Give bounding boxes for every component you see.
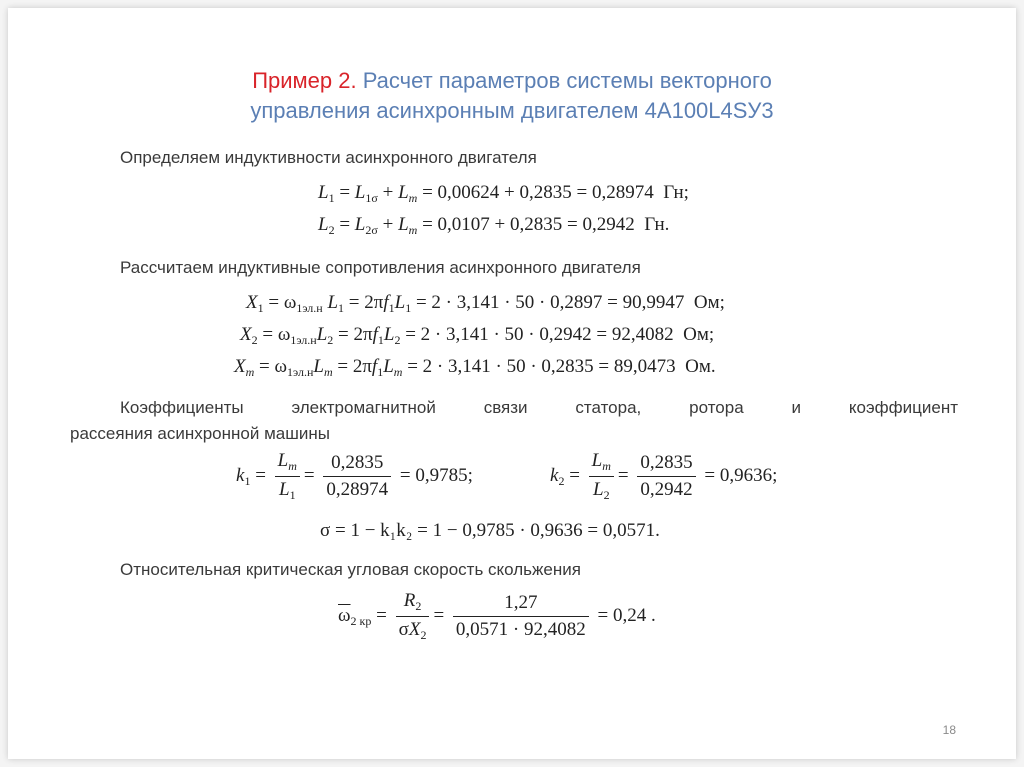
title-text-1: Расчет параметров системы векторного [356,68,772,93]
equation-Xm-values: = 2 · 3,141 · 50 · 0,2835 = 89,0473 [407,356,676,377]
equation-k1: $k_1$ = $\frac{L_m}{L_1}$ = $\frac{0,2835}{0,28974}$ = 0,9785; [236,450,473,502]
equation-L2: $L_2 = L_{2\sigma} + L_m = 0,0107 + 0,2835 = 0,2942$ Гн. [318,214,670,237]
equation-L1-unit: Гн; [663,182,689,203]
omega-fraction-symbolic: $\frac{R_2}{\sigma X_2}$ [396,590,430,643]
equation-sigma: σ = 1 − k₁k₂ = 1 − 0,9785 · 0,9636 = 0,0571. [320,520,660,541]
k2-denominator: 0,2942 [640,479,693,500]
k2-fraction-values [637,452,695,501]
slide-title-line2: управления асинхронным двигателем 4А100L4SУ3 [250,98,774,123]
equation-L2-values: = 0,0107 + 0,2835 = 0,2942 [422,214,635,235]
heading-coefficients-line2: рассеяния асинхронной машины [70,424,330,443]
k1-fraction-symbolic: $\frac{L_m}{L_1}$ [275,450,300,503]
omega-numerator: 1,27 [453,592,589,617]
slide [8,8,1016,759]
page-number: 18 [942,723,956,737]
equation-X2: $X_2 = \omega_{1эл.н}L_2 = 2\pi f_1L_2 = 2 \cdot 3,141 \cdot 50 \cdot 0,2942 = 92,4082$ Ом; [240,324,715,347]
equation-L1: $L_1 = L_{1\sigma} + L_m = 0,00624 + 0,2835 = 0,28974$ Гн; [318,182,689,205]
slide-title-line1 [8,66,1016,96]
omega-denominator: 0,0571 · 92,4082 [455,619,586,640]
equation-Xm-unit: Ом. [685,356,716,377]
heading-slip: Относительная критическая угловая скорость скольжения [120,560,581,579]
omega-result: = 0,24 . [597,604,656,626]
equation-X1-values: = 2 · 3,141 · 50 · 0,2897 = 90,9947 [415,292,685,313]
k1-fraction-values [323,452,391,501]
heading-inductances: Определяем индуктивности асинхронного двигателя [120,148,537,167]
equation-Xm: $X_m = \omega_{1эл.н}L_m = 2\pi f_1L_m = 2 \cdot 3,141 \cdot 50 \cdot 0,2835 = 89,0473$ Ом. [234,356,716,379]
k2-result: = 0,9636; [704,464,778,486]
omega-fraction-values [453,592,589,641]
title-example-label: Пример 2. [252,68,357,93]
equation-k2: $k_2$ = $\frac{L_m}{L_2}$ = $\frac{0,2835}{0,2942}$ = 0,9636; [550,450,778,502]
equation-X1-unit: Ом; [693,292,725,313]
heading-reactances: Рассчитаем индуктивные сопротивления асинхронного двигателя [120,258,641,277]
equation-X2-values: = 2 · 3,141 · 50 · 0,2942 = 92,4082 [405,324,674,345]
k1-numerator: 0,2835 [323,452,391,477]
equation-L1-values: = 0,00624 + 0,2835 = 0,28974 [422,182,654,203]
k1-result: = 0,9785; [399,464,473,486]
equation-X2-unit: Ом; [683,324,715,345]
k1-denominator: 0,28974 [326,479,389,500]
k2-fraction-symbolic: $\frac{L_m}{L_2}$ [589,450,614,503]
equation-L2-unit: Гн. [644,214,670,235]
equation-omega: $\overline{\omega}_{2 кр}$ = $\frac{R_2}{\sigma X_2}$ = $\frac{1,27}{0,0571 \cdot 92,4082}$ = 0,24 . [338,590,656,642]
equation-X1: $X_1 = \omega_{1эл.н}$ $L_1 = 2\pi f_1L_1 = 2 \cdot 3,141 \cdot 50 \cdot 0,2897 = 90,9947$ Ом; [246,292,725,315]
k2-numerator: 0,2835 [637,452,695,477]
heading-coefficients-line1: Коэффициенты электромагнитной связи статора, ротора и коэффициент [120,398,958,417]
